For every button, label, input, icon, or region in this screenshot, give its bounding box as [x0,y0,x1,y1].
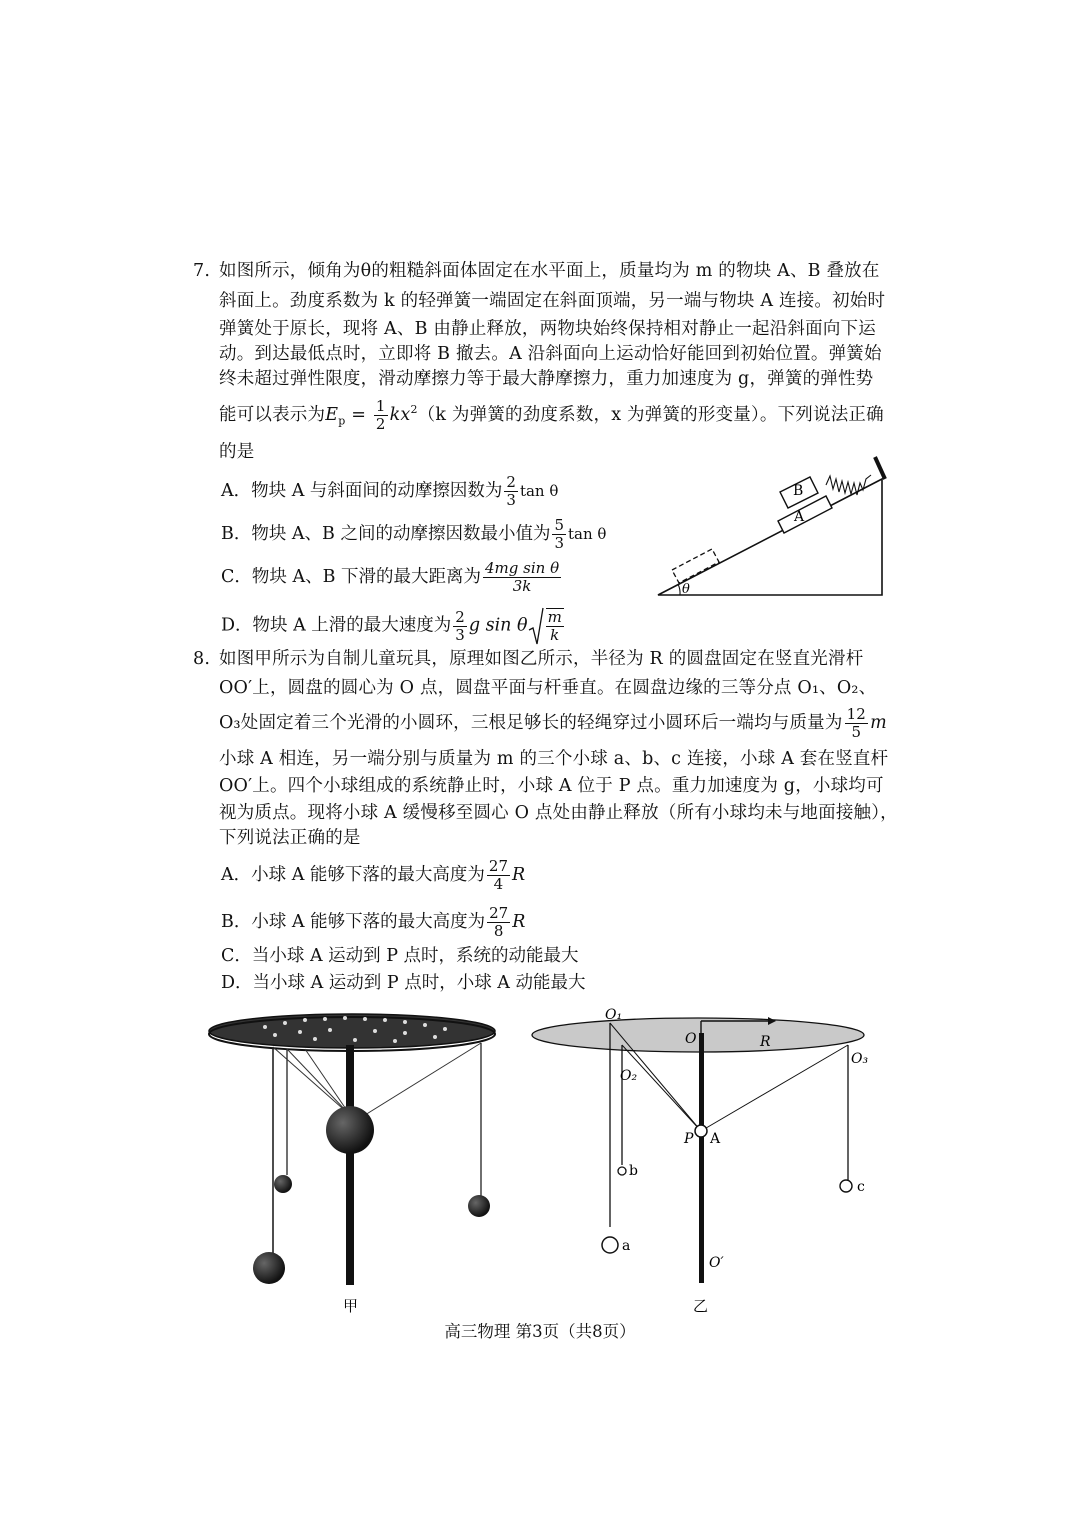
ball-c [840,1180,852,1192]
frac-numerator: 27 [489,904,509,922]
q7-option-b [221,517,606,552]
frac-denominator: 2 [375,414,386,433]
ball-a [602,1237,618,1253]
q7-option-d [221,606,566,646]
q7-number: 7. [193,261,211,281]
option-mid: g sin θ [468,615,528,636]
q8-text-line-7: 下列说法正确的是 [219,828,361,848]
label-p: P [684,1131,694,1147]
q8-text-line-3 [219,706,887,741]
option-frac [483,560,561,595]
initial-position-dashed [672,549,719,583]
q7-formula-sup: 2 [410,403,418,416]
q7-line6-post: （k 为弹簧的劲度系数，x 为弹簧的形变量）。下列说法正确 [417,404,884,425]
string-o3-A [701,1045,848,1131]
q8-text-line-4: 小球 A 相连，另一端分别与质量为 m 的三个小球 a、b、c 连接，小球 A 套在竖直杆 [219,749,889,769]
label-b: B [793,483,804,499]
disc [532,1018,864,1052]
label-A: A [710,1131,721,1147]
option-tail: tan θ [519,482,559,500]
q8-text-line-2: OO′上，圆盘的圆心为 O 点，圆盘平面与杆垂直。在圆盘边缘的三等分点 O₁、O₂、 [219,678,877,698]
q8-option-c: C．当小球 A 运动到 P 点时，系统的动能最大 [221,946,579,966]
option-frac [552,517,566,552]
frac-numerator: 12 [846,705,867,723]
frac-denominator: 8 [493,922,504,940]
option-text: B．小球 A 能够下落的最大高度为 [221,912,486,932]
option-frac [487,858,510,893]
sqrt-frac [546,608,564,644]
q8-number: 8. [193,649,211,669]
spring [826,475,871,495]
frac-denominator: 4 [493,875,504,893]
option-text: C．物块 A、B 下滑的最大距离为 [221,567,482,587]
label-o: O [685,1031,697,1047]
q7-formula-kx: kx [389,404,411,425]
ball-c [468,1195,490,1217]
q7-text-line-6 [219,397,884,434]
ball-b [618,1167,626,1175]
q7-formula-sub: p [338,414,346,428]
sqrt-sign [528,606,544,646]
q7-line6-pre: 能可以表示为 [219,404,326,425]
wall-plate [875,457,885,479]
frac-numerator: 27 [488,857,508,875]
string-c-link [365,1043,481,1115]
string-o2-A [622,1045,701,1131]
label-o1: O₁ [605,1007,623,1023]
label-theta: θ [682,582,690,597]
option-tail: R [512,865,526,885]
ball-b [274,1175,292,1193]
q8-line3-pre: O₃处固定着三个光滑的小圆环，三根足够长的轻绳穿过小圆环后一端均与质量为 [219,713,843,733]
q7-text-line-7: 的是 [219,442,255,462]
label-c: c [857,1179,865,1195]
disc-top [209,1014,495,1048]
frac-denominator: 3 [455,625,465,644]
q7-text-line-2: 斜面上。劲度系数为 k 的轻弹簧一端固定在斜面顶端，另一端与物块 A 连接。初始时 [219,291,886,311]
option-tail: R [512,912,526,932]
ball-a [253,1252,285,1284]
label-b: b [629,1163,638,1179]
incline-triangle [658,479,882,595]
label-o-prime: O′ [709,1255,724,1271]
q7-incline-figure [650,445,890,605]
option-tail: tan θ [568,525,607,543]
option-frac [453,609,467,644]
caption-yi: 乙 [693,1297,709,1315]
angle-arc [678,584,680,595]
option-text: B．物块 A、B 之间的动摩擦因数最小值为 [221,524,551,544]
rod [346,1045,354,1285]
q7-formula-E: E [325,404,339,425]
string-ab-1 [273,1047,350,1115]
page-footer: 高三物理 第3页（共8页） [444,1322,636,1341]
caption-jia: 甲 [343,1297,359,1315]
q7-formula-frac [374,398,388,433]
rod [699,1033,704,1283]
option-frac [504,474,518,509]
q8-text-line-6: 视为质点。现将小球 A 缓慢移至圆心 O 点处由静止释放（所有小球均未与地面接触）， [219,803,898,823]
q8-line3-frac [845,706,869,741]
frac-numerator: 4mg sin θ [485,559,560,577]
label-a: A [794,509,805,525]
q7-line-1 [193,258,880,284]
q8-option-d: D．当小球 A 运动到 P 点时，小球 A 动能最大 [221,973,586,993]
string-ab-2 [287,1049,350,1115]
frac-numerator: 5 [554,516,565,534]
option-frac [487,905,510,940]
q7-option-a [221,474,558,509]
q8-option-a [221,858,525,893]
fig-yi [530,1005,875,1315]
q8-line3-post: m [870,713,887,733]
q7-text-line-5: 终未超过弹性限度，滑动摩擦力等于最大静摩擦力，重力加速度为 g，弹簧的弹性势 [219,369,874,389]
frac-denominator: 3 [554,534,565,552]
frac-denominator: 5 [851,723,862,741]
label-a: a [622,1238,631,1254]
q7-text-line-1: 如图所示，倾角为θ的粗糙斜面体固定在水平面上，质量均为 m 的物块 A、B 叠放在 [219,261,880,281]
q7-option-c [221,560,563,595]
ball-A [695,1125,707,1137]
ball-A [326,1106,374,1154]
frac-numerator: 2 [455,607,465,626]
label-o2: O₂ [620,1068,638,1084]
frac-denominator: 3k [512,577,532,595]
frac-numerator: 1 [375,396,386,415]
q8-text-line-1: 如图甲所示为自制儿童玩具，原理如图乙所示，半径为 R 的圆盘固定在竖直光滑杆 [219,649,864,669]
label-r: R [760,1034,771,1050]
frac-numerator: 2 [506,473,516,491]
option-text: D．物块 A 上滑的最大速度为 [221,615,452,636]
frac-denominator: 3 [506,491,516,509]
q7-text-line-4: 动。到达最低点时，立即将 B 撤去。A 沿斜面向上运动恰好能回到初始位置。弹簧始 [219,344,882,364]
fig-jia [205,1005,505,1315]
option-text: A．物块 A 与斜面间的动摩擦因数为 [221,481,503,501]
q8-text-line-5: OO′上。四个小球组成的系统静止时，小球 A 位于 P 点。重力加速度为 g，小球均可 [219,776,884,796]
frac-numerator: m [547,608,562,626]
q8-option-b [221,905,525,940]
option-text: A．小球 A 能够下落的最大高度为 [221,865,485,885]
frac-denominator: k [550,626,560,644]
label-o3: O₃ [851,1051,869,1067]
q8-line-1 [193,646,863,672]
q7-formula-eq: = [345,404,372,425]
q7-text-line-3: 弹簧处于原长，现将 A、B 由静止释放，两物块始终保持相对静止一起沿斜面向下运 [219,319,876,339]
